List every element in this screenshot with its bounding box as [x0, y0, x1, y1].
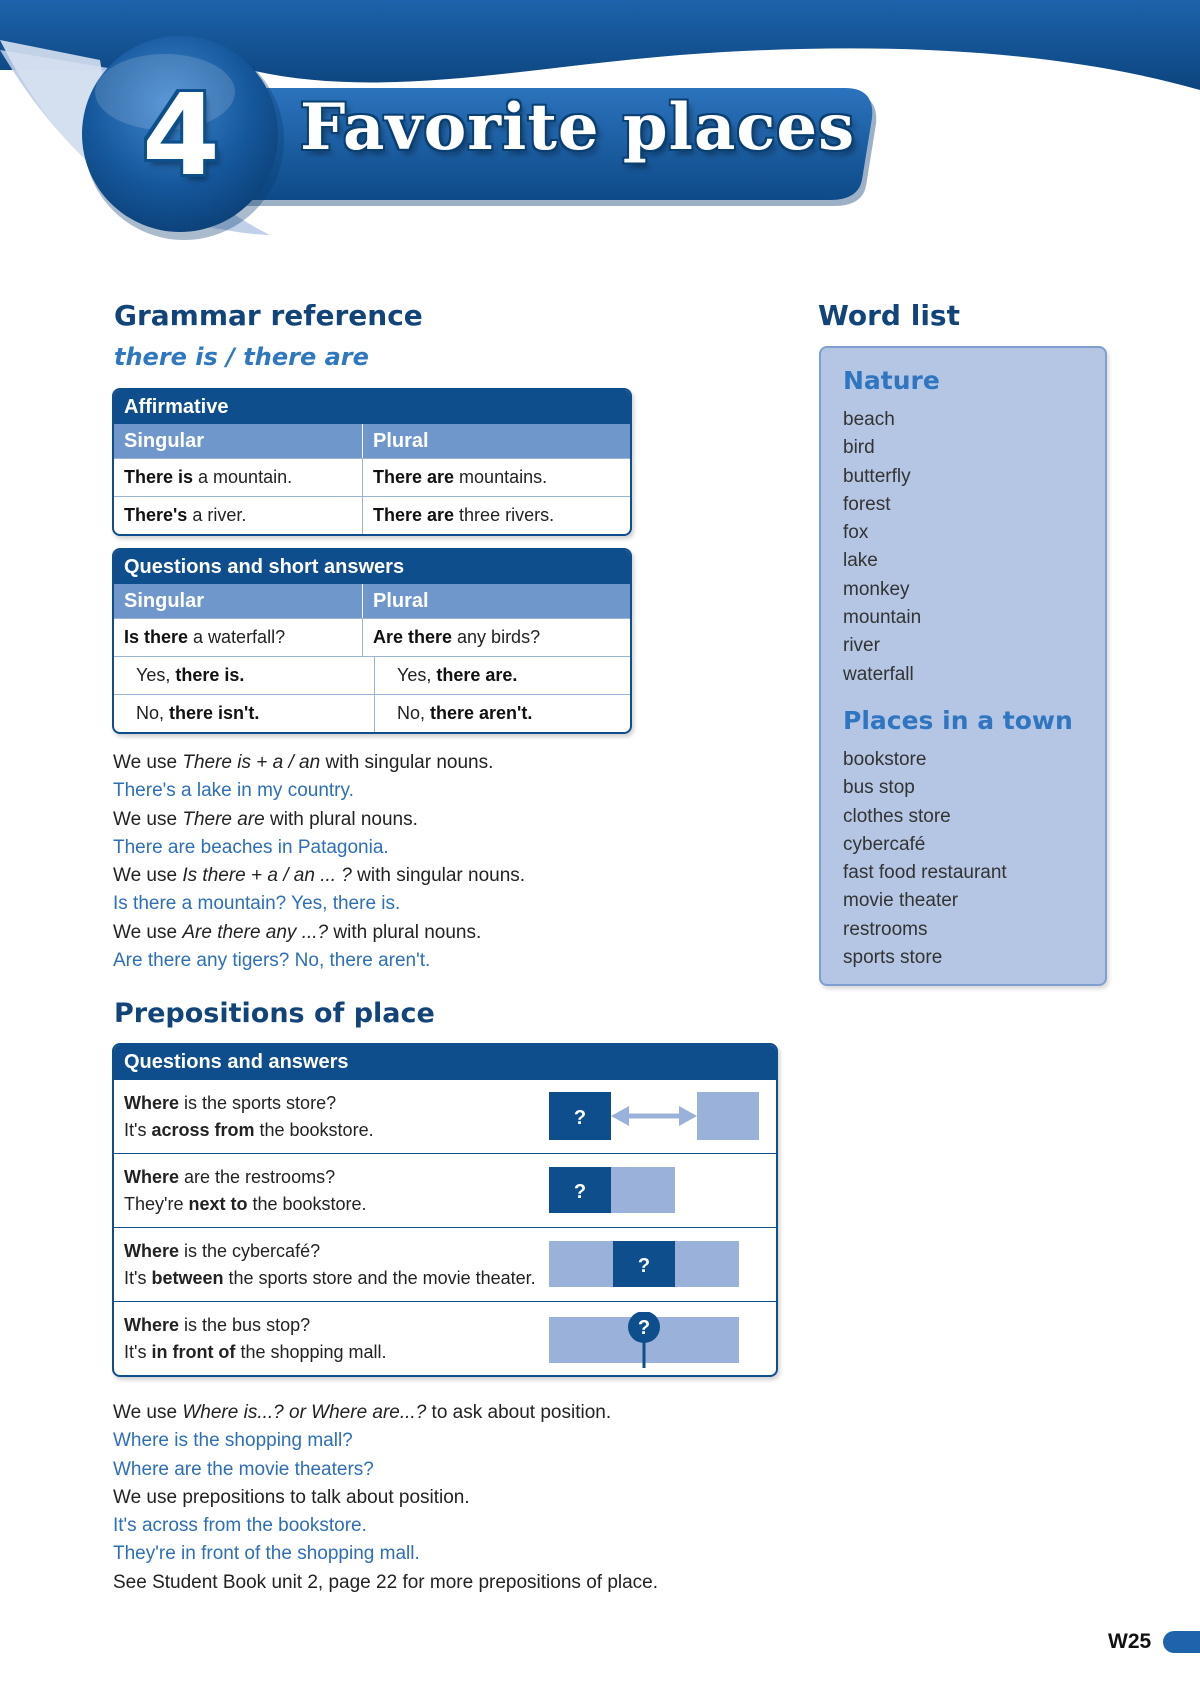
list-item: fox — [843, 522, 869, 544]
cell-text: It's — [124, 1120, 152, 1140]
reference-box — [697, 1092, 759, 1140]
cell-text: the bookstore. — [247, 1194, 367, 1214]
unit-title: Favorite places — [300, 90, 856, 165]
nature-heading: Nature — [843, 366, 940, 395]
example-line: They're in front of the shopping mall. — [113, 1543, 420, 1565]
table-cell — [375, 695, 630, 732]
list-item: forest — [843, 493, 891, 515]
example-line: Are there any tigers? No, there aren't. — [113, 950, 431, 972]
reference-box-right — [675, 1241, 739, 1287]
page-number: W25 — [1108, 1630, 1152, 1653]
bold-text: Where — [124, 1315, 180, 1335]
list-item: clothes store — [843, 805, 951, 827]
cell-text: the sports store and the movie theater. — [223, 1268, 536, 1288]
note-text: with plural nouns. — [264, 808, 418, 830]
town-list — [843, 746, 1007, 972]
arrow-left-icon — [611, 1106, 629, 1126]
table-row — [114, 656, 630, 694]
arrow-right-icon — [679, 1106, 697, 1126]
prepositions-heading: Prepositions of place — [114, 998, 435, 1029]
grammar-subheading: there is / there are — [114, 343, 369, 371]
table-cell — [363, 459, 630, 496]
cell-text: Yes, — [136, 665, 176, 685]
prepositions-notes — [113, 1399, 658, 1597]
table-cell — [363, 619, 630, 656]
example-line: Where are the movie theaters? — [113, 1458, 374, 1480]
note-text: with singular nouns. — [320, 752, 494, 773]
bold-text: Are there — [373, 627, 453, 647]
bold-text: there aren't. — [430, 703, 533, 723]
row-text — [124, 1164, 367, 1218]
table-row — [114, 618, 630, 656]
note-text: We use — [113, 921, 183, 943]
rule-line — [113, 919, 525, 947]
table-row — [114, 496, 630, 534]
column-header-plural: Plural — [373, 430, 429, 452]
table-cell — [114, 459, 363, 496]
questions-table — [112, 548, 632, 734]
bold-text: in front of — [151, 1342, 236, 1362]
cell-text: mountains. — [454, 467, 548, 487]
bold-text: there is. — [175, 665, 245, 685]
question-mark: ? — [637, 1317, 651, 1339]
cell-text: No, — [136, 703, 170, 723]
table-cell — [375, 657, 630, 694]
note-emphasis: Where is...? or Where are...? — [182, 1402, 427, 1423]
example-line: It's across from the bookstore. — [113, 1515, 367, 1537]
list-item: bus stop — [843, 777, 915, 799]
rule-line: See Student Book unit 2, page 22 for more prepositions of place. — [113, 1571, 659, 1593]
row-text — [124, 1238, 536, 1292]
cell-text: is the bus stop? — [179, 1315, 311, 1335]
note-text: We use — [113, 808, 183, 830]
row-text — [124, 1312, 387, 1366]
note-emphasis: There is + a / an — [182, 752, 321, 773]
note-emphasis: Is there + a / an ... ? — [182, 865, 352, 887]
between-diagram — [549, 1238, 759, 1294]
reference-box — [611, 1167, 675, 1213]
answer-line — [124, 1191, 367, 1218]
list-item: beach — [843, 409, 895, 430]
table-subheader — [114, 424, 630, 458]
example-line: There are beaches in Patagonia. — [113, 836, 389, 858]
bold-text: There's — [124, 505, 188, 525]
table-header: Questions and answers — [114, 1045, 776, 1079]
table-header: Affirmative — [114, 390, 630, 424]
example-line: Is there a mountain? Yes, there is. — [113, 893, 401, 915]
cell-text: No, — [397, 703, 431, 723]
grammar-notes — [113, 749, 525, 975]
example-line: Where is the shopping mall? — [113, 1430, 353, 1452]
table-row — [114, 1301, 776, 1375]
rule-line — [113, 806, 525, 834]
list-item: restrooms — [843, 918, 928, 940]
note-text: with plural nouns. — [328, 921, 482, 943]
list-item: bookstore — [843, 749, 927, 770]
answer-line — [124, 1265, 536, 1292]
example-line: There's a lake in my country. — [113, 780, 354, 802]
cell-text: It's — [124, 1342, 152, 1362]
prepositions-table — [112, 1043, 778, 1377]
unit-number: 4 — [142, 71, 220, 201]
question-line — [124, 1090, 374, 1117]
question-line — [124, 1238, 536, 1265]
table-row — [114, 458, 630, 496]
bold-text: next to — [188, 1194, 248, 1214]
bold-text: There are — [373, 505, 455, 525]
question-mark: ? — [573, 1181, 587, 1203]
note-emphasis: There are — [182, 808, 265, 830]
cell-text: the bookstore. — [254, 1120, 374, 1140]
list-item: cybercafé — [843, 833, 926, 855]
bold-text: Where — [124, 1093, 180, 1113]
note-text: to ask about position. — [426, 1402, 612, 1423]
affirmative-table — [112, 388, 632, 536]
note-text: We use — [113, 865, 183, 887]
in-front-of-diagram — [549, 1312, 759, 1368]
cell-text: It's — [124, 1268, 152, 1288]
bold-text: Where — [124, 1241, 180, 1261]
table-cell — [114, 657, 375, 694]
list-item: waterfall — [843, 663, 914, 685]
row-text — [124, 1090, 374, 1144]
next-to-diagram — [549, 1164, 759, 1220]
cell-text: three rivers. — [454, 505, 555, 525]
column-header-singular: Singular — [114, 584, 363, 618]
list-item: sports store — [843, 947, 943, 969]
rule-line: We use prepositions to talk about position. — [113, 1486, 470, 1508]
list-item: bird — [843, 437, 875, 459]
word-list-box — [819, 346, 1107, 986]
cell-text: a waterfall? — [188, 627, 286, 647]
word-list-heading: Word list — [818, 299, 960, 332]
cell-text: are the restrooms? — [179, 1167, 336, 1187]
reference-box-left — [549, 1241, 613, 1287]
bold-text: Where — [124, 1167, 180, 1187]
list-item: river — [843, 635, 880, 657]
note-text: We use — [113, 1402, 183, 1423]
cell-text: is the sports store? — [179, 1093, 337, 1113]
column-header-singular: Singular — [114, 424, 363, 458]
nature-list — [843, 406, 921, 689]
town-heading: Places in a town — [843, 706, 1073, 735]
list-item: monkey — [843, 578, 910, 600]
list-item: butterfly — [843, 465, 911, 487]
table-row — [114, 1227, 776, 1301]
bold-text: between — [151, 1268, 224, 1288]
cell-text: a mountain. — [193, 467, 293, 487]
question-mark: ? — [573, 1107, 587, 1129]
cell-text: the shopping mall. — [235, 1342, 387, 1362]
list-item: movie theater — [843, 890, 959, 912]
table-row — [114, 1153, 776, 1227]
rule-line — [113, 1399, 658, 1427]
bold-text: Is there — [124, 627, 189, 647]
question-line — [124, 1312, 387, 1339]
bold-text: there isn't. — [169, 703, 260, 723]
cell-text: Yes, — [397, 665, 437, 685]
page-tab — [1163, 1631, 1200, 1653]
rule-line — [113, 749, 525, 777]
answer-line — [124, 1117, 374, 1144]
table-header: Questions and short answers — [114, 550, 630, 584]
cell-text: They're — [124, 1194, 189, 1214]
bold-text: There is — [124, 467, 194, 487]
table-subheader — [114, 584, 630, 618]
rule-line — [113, 862, 525, 890]
across-from-diagram — [549, 1090, 759, 1146]
list-item: mountain — [843, 607, 922, 629]
question-line — [124, 1164, 367, 1191]
list-item: lake — [843, 550, 878, 572]
table-cell — [114, 497, 363, 534]
column-header-plural: Plural — [373, 590, 429, 612]
table-cell — [114, 695, 375, 732]
question-mark: ? — [637, 1255, 651, 1277]
bold-text: there are. — [436, 665, 518, 685]
bold-text: across from — [151, 1120, 255, 1140]
unit-banner — [0, 0, 1200, 260]
cell-text: a river. — [187, 505, 247, 525]
table-cell — [114, 619, 363, 656]
table-row — [114, 694, 630, 732]
answer-line — [124, 1339, 387, 1366]
cell-text: any birds? — [452, 627, 541, 647]
note-emphasis: Are there any ...? — [182, 921, 329, 943]
note-text: with singular nouns. — [351, 865, 526, 887]
table-row — [114, 1079, 776, 1153]
list-item: fast food restaurant — [843, 862, 1007, 884]
cell-text: is the cybercafé? — [179, 1241, 321, 1261]
table-cell — [363, 497, 630, 534]
grammar-heading: Grammar reference — [114, 299, 423, 332]
bold-text: There are — [373, 467, 455, 487]
note-text: We use — [113, 752, 183, 773]
